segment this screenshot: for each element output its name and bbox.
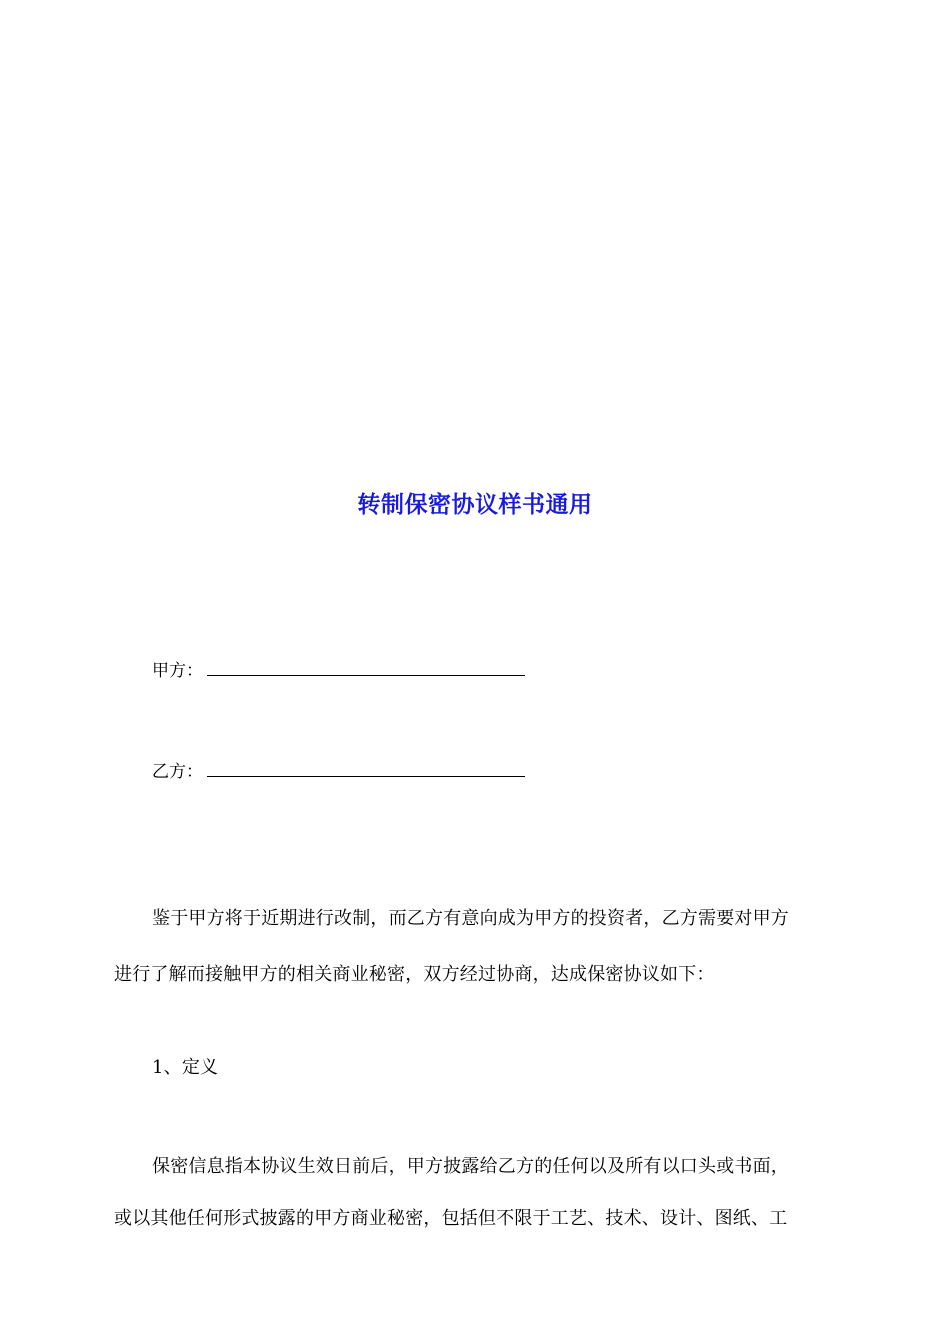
intro-paragraph-line-2: 进行了解而接触甲方的相关商业秘密，双方经过协商，达成保密协议如下： (114, 964, 715, 985)
party-b-blank (207, 762, 525, 777)
party-b-label: 乙方： (152, 762, 203, 782)
document-title: 转制保密协议样书通用 (357, 491, 593, 518)
intro-paragraph-line-1: 鉴于甲方将于近期进行改制，而乙方有意向成为甲方的投资者，乙方需要对甲方 (152, 908, 789, 929)
definition-paragraph-line-1: 保密信息指本协议生效日前后，甲方披露给乙方的任何以及所有以口头或书面， (152, 1156, 789, 1177)
section-1-heading: 1、定义 (152, 1057, 219, 1078)
party-a-label: 甲方： (152, 661, 203, 681)
party-a-blank (207, 661, 525, 676)
party-b-line (152, 760, 525, 784)
party-a-line (152, 659, 525, 683)
definition-paragraph-line-2: 或以其他任何形式披露的甲方商业秘密，包括但不限于工艺、技术、设计、图纸、工 (114, 1208, 788, 1229)
